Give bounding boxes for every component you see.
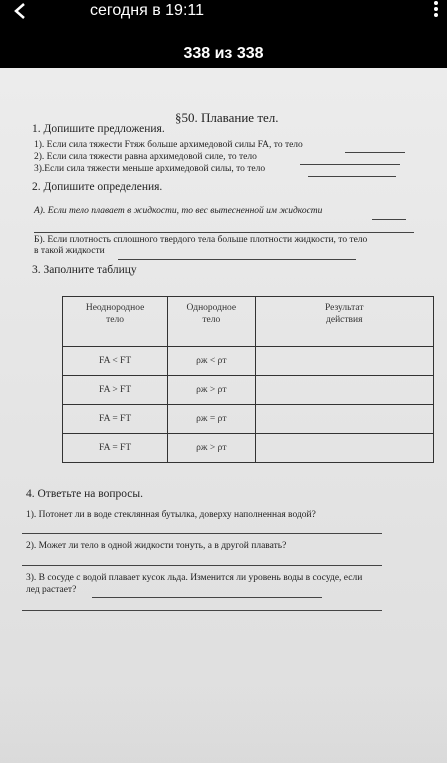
table-cell: ρж > ρт <box>168 434 255 463</box>
s1-line-1: 1). Если сила тяжести Fтяж больше архимедовой силы FA, то тело <box>34 140 303 150</box>
s1-line-3: 3).Если сила тяжести меньше архимедовой силы, то тело <box>34 164 266 174</box>
table-cell: FA < FT <box>63 347 168 376</box>
answer-line <box>34 232 414 233</box>
table-cell: ρж < ρт <box>168 347 255 376</box>
answer-line <box>22 610 382 611</box>
table-cell: FA = FT <box>63 434 168 463</box>
answer-line <box>345 152 405 153</box>
table-cell <box>255 405 434 434</box>
answer-line <box>92 597 322 598</box>
question-1: 1). Потонет ли в воде стеклянная бутылка, доверху наполненная водой? <box>26 510 316 520</box>
question-3-line-2: лед растает? <box>26 585 77 595</box>
physics-table <box>62 296 434 463</box>
message-timestamp: сегодня в 19:11 <box>90 2 205 19</box>
table-cell: ρж = ρт <box>168 405 255 434</box>
table-row <box>63 376 434 405</box>
table-header-cell: Неоднородное тело <box>63 297 168 347</box>
table-cell <box>255 347 434 376</box>
section-4-title: 4. Ответьте на вопросы. <box>26 488 144 500</box>
answer-line <box>22 565 382 566</box>
worksheet-photo <box>0 68 447 763</box>
more-vert-icon[interactable] <box>433 0 439 18</box>
question-2: 2). Может ли тело в одной жидкости тонуть, а в другой плавать? <box>26 541 287 551</box>
table-row <box>63 405 434 434</box>
s2-definition-a: А). Если тело плавает в жидкости, то вес вытесненной им жидкости <box>34 206 323 216</box>
viewer-header <box>0 0 447 68</box>
s2-definition-b-1: Б). Если плотность сплошного твердого тела больше плотности жидкости, то тело <box>34 235 368 245</box>
table-header-cell: Результат действия <box>255 297 434 347</box>
section-1-title: 1. Допишите предложения. <box>32 123 165 135</box>
answer-line <box>118 259 356 260</box>
answer-line <box>300 164 400 165</box>
table-header-cell: Однородное тело <box>168 297 255 347</box>
table-row <box>63 347 434 376</box>
table-cell <box>255 376 434 405</box>
table-cell: FA = FT <box>63 405 168 434</box>
answer-line <box>308 176 396 177</box>
answer-line <box>372 219 406 220</box>
table-cell <box>255 434 434 463</box>
image-counter: 338 из 338 <box>183 45 264 62</box>
answer-line <box>22 533 382 534</box>
table-row <box>63 434 434 463</box>
table-header-row <box>63 297 434 347</box>
table-cell: ρж > ρт <box>168 376 255 405</box>
worksheet-title: §50. Плавание тел. <box>175 110 279 125</box>
table-cell: FA > FT <box>63 376 168 405</box>
back-arrow-icon[interactable] <box>10 0 32 22</box>
question-3-line-1: 3). В сосуде с водой плавает кусок льда. Изменится ли уровень воды в сосуде, если <box>26 573 363 583</box>
section-3-title: 3. Заполните таблицу <box>32 264 137 276</box>
section-2-title: 2. Допишите определения. <box>32 181 163 193</box>
s1-line-2: 2). Если сила тяжести равна архимедовой силе, то тело <box>34 152 257 162</box>
s2-definition-b-2: в такой жидкости <box>34 246 105 256</box>
photo-shadow <box>0 690 447 763</box>
